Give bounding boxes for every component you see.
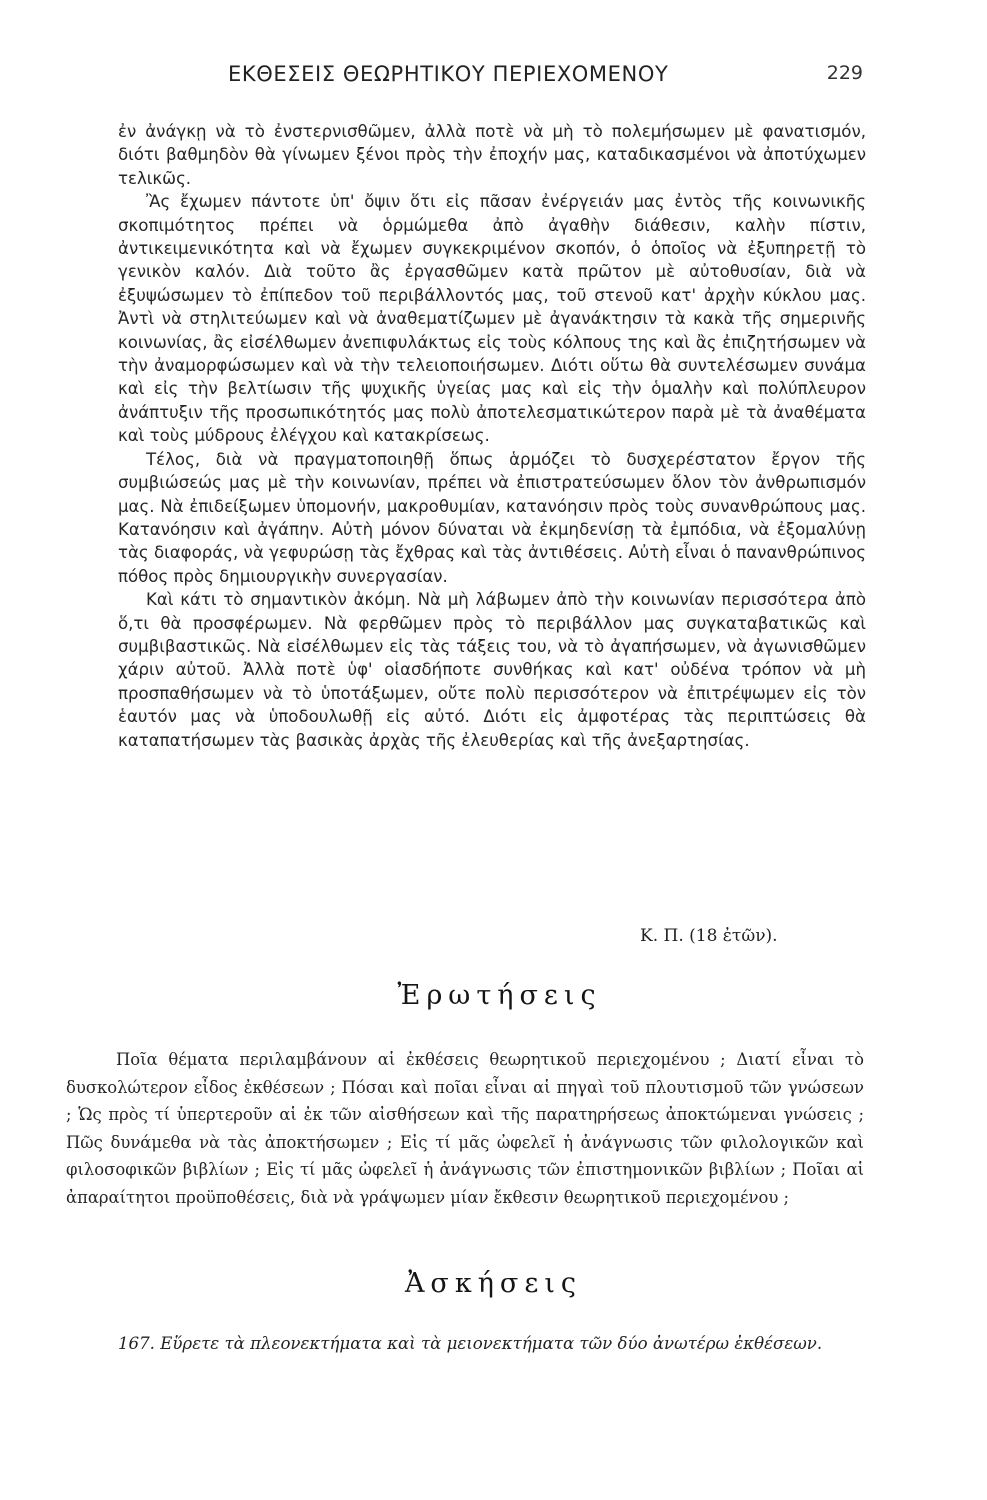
exercise-text: Εὕρετε τὰ πλεονεκτήματα καὶ τὰ μειονεκτήματα τῶν δύο ἀνωτέρω ἐκθέσεων. [160, 1334, 823, 1353]
questions-heading: Ἐρωτήσεις [397, 980, 602, 1011]
essay-paragraph: Τέλος, διὰ νὰ πραγματοποιηθῇ ὅπως ἁρμόζει τὸ δυσχερέστατον ἔργον τῆς συμβιώσεώς μας μὲ τὴν κοινωνίαν, πρέπει νὰ ἐπιστρατεύσωμεν ὅλον τὸν ἀνθρωπισμόν μας. Νὰ ἐπιδείξωμεν ὑπομονήν, μακροθυμίαν, κατανόησιν πρὸς τοὺς συνανθρώπους μας. Κατανόησιν καὶ ἀγάπην. Αὐτὴ μόνον δύναται νὰ ἐκμηδενίσῃ τὰ ἐμπόδια, νὰ ἐξομαλύνῃ τὰς διαφοράς, νὰ γεφυρώσῃ τὰς ἔχθρας καὶ τὰς ἀντιθέσεις. Αὐτὴ εἶναι ὁ πανανθρώπινος πόθος πρὸς δημιουργικὴν συνεργασίαν. [118, 449, 866, 586]
questions-text: Ποῖα θέματα περιλαμβάνουν αἱ ἐκθέσεις θεωρητικοῦ περιεχομένου ; Διατί εἶναι τὸ δυσκολώτερον εἶδος ἐκθέσεων ; Πόσαι καὶ ποῖαι εἶναι αἱ πηγαὶ τοῦ πλουτισμοῦ τῶν γνώσεων ; Ὡς πρὸς τί ὑπερτεροῦν αἱ ἐκ τῶν αἰσθήσεων καὶ τῆς παρατηρήσεως ἀποκτώμεναι γνώσεις ; Πῶς δυνάμεθα νὰ τὰς ἀποκτήσωμεν ; Εἰς τί μᾶς ὠφελεῖ ἡ ἀνάγνωσις τῶν φιλολογικῶν καὶ φιλοσοφικῶν βιβλίων ; Εἰς τί μᾶς ὠφελεῖ ἡ ἀνάγνωσις τῶν ἐπιστημονικῶν βιβλίων ; Ποῖαι αἱ ἀπαραίτητοι προϋποθέσεις, διὰ νὰ γράψωμεν μίαν ἔκθεσιν θεωρητικοῦ περιεχομένου ; [66, 1050, 864, 1207]
essay-paragraph: Ἂς ἔχωμεν πάντοτε ὑπ' ὄψιν ὅτι εἰς πᾶσαν ἐνέργειάν μας ἐντὸς τῆς κοινωνικῆς σκοπιμότητος πρέπει νὰ ὁρμώμεθα ἀπὸ ἀγαθὴν διάθεσιν, καλὴν πίστιν, ἀντικειμενικότητα καὶ νὰ ἔχωμεν συγκεκριμένον σκοπόν, ὁ ὁποῖος νὰ ἐξυπηρετῇ τὸ γενικὸν καλόν. Διὰ τοῦτο ἂς ἐργασθῶμεν κατὰ πρῶτον μὲ αὐτοθυσίαν, διὰ νὰ ἐξυψώσωμεν τὸ ἐπίπεδον τοῦ περιβάλλοντός μας, τοῦ στενοῦ κατ' ἀρχὴν κύκλου μας. Ἀντὶ νὰ στηλιτεύωμεν καὶ νὰ ἀναθεματίζωμεν μὲ ἀγανάκτησιν τὰ κακὰ τῆς σημερινῆς κοινωνίας, ἂς εἰσέλθωμεν ἀνεπιφυλάκτως εἰς τοὺς κόλπους της καὶ ἂς ἐπιζητήσωμεν νὰ τὴν ἀναμορφώσωμεν καὶ νὰ τὴν τελειοποιήσωμεν. Διότι οὕτω θὰ συντελέσωμεν συνάμα καὶ εἰς τὴν βελτίωσιν τῆς ψυχικῆς ὑγείας μας καὶ εἰς τὴν ὁμαλὴν καὶ πολύπλευρον ἀνάπτυξιν τῆς προσωπικότητός μας πολὺ ἀποτελεσματικώτερον παρὰ μὲ τὰ ἀναθέματα καὶ τοὺς μύδρους ἐλέγχου καὶ κατακρίσεως. [118, 192, 866, 446]
essay-paragraph: Καὶ κάτι τὸ σημαντικὸν ἀκόμη. Νὰ μὴ λάβωμεν ἀπὸ τὴν κοινωνίαν περισσότερα ἀπὸ ὅ,τι θὰ προσφέρωμεν. Νὰ φερθῶμεν πρὸς τὸ περιβάλλον μας συγκαταβατικῶς καὶ συμβιβαστικῶς. Νὰ εἰσέλθωμεν εἰς τὰς τάξεις του, νὰ τὸ ἀγαπήσωμεν, νὰ ἀγωνισθῶμεν χάριν αὐτοῦ. Ἀλλὰ ποτὲ ὑφ' οἱασδήποτε συνθήκας καὶ κατ' οὐδένα τρόπον νὰ μὴ προσπαθήσωμεν νὰ τὸ ὑποτάξωμεν, οὔτε πολὺ περισσότερον νὰ ἐπιτρέψωμεν εἰς τὸν ἑαυτόν μας νὰ ὑποδουλωθῇ εἰς αὐτό. Διότι εἰς ἀμφοτέρας τὰς περιπτώσεις θὰ καταπατήσωμεν τὰς βασικὰς ἀρχὰς τῆς ἐλευθερίας καὶ τῆς ἀνεξαρτησίας. [118, 590, 866, 750]
exercises-heading: Ἀσκήσεις [404, 1268, 583, 1299]
page-number: 229 [826, 62, 863, 84]
exercise-number: 167. [118, 1334, 155, 1353]
essay-body [118, 120, 866, 752]
exercises-section [66, 1330, 866, 1358]
exercise-item [66, 1330, 866, 1358]
author-signature: Κ. Π. (18 ἐτῶν). [640, 926, 778, 946]
essay-paragraph: ἐν ἀνάγκῃ νὰ τὸ ἐνστερνισθῶμεν, ἀλλὰ ποτὲ νὰ μὴ τὸ πολεμήσωμεν μὲ φανατισμόν, διότι βαθμηδὸν θὰ γίνωμεν ξένοι πρὸς τὴν ἐποχήν μας, καταδικασμένοι νὰ ἀποτύχωμεν τελικῶς. [118, 122, 866, 188]
running-title: ΕΚΘΕΣΕΙΣ ΘΕΩΡΗΤΙΚΟΥ ΠΕΡΙΕΧΟΜΕΝΟΥ [228, 62, 669, 86]
questions-section [66, 1046, 864, 1212]
running-header [118, 62, 863, 92]
